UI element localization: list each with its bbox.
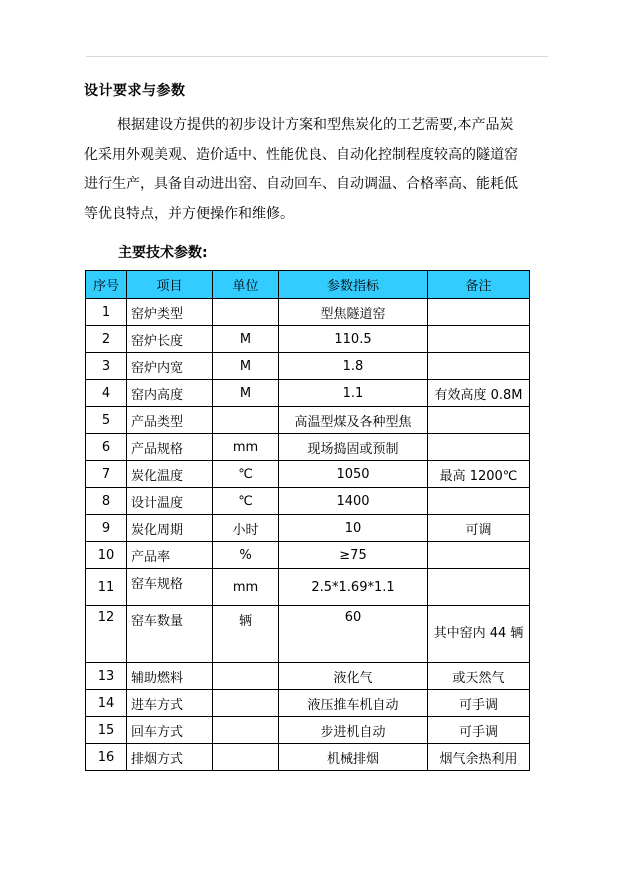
cell-unit: ℃ xyxy=(213,461,279,488)
table-row xyxy=(86,663,530,690)
table-row xyxy=(86,744,530,771)
col-header-value: 参数指标 xyxy=(279,271,428,299)
cell-no: 8 xyxy=(86,488,127,515)
paragraph-line: 等优良特点，并方便操作和维修。 xyxy=(84,205,294,222)
cell-item: 窑炉内宽 xyxy=(127,353,213,380)
cell-no: 13 xyxy=(86,663,127,690)
table-row xyxy=(86,542,530,569)
cell-note xyxy=(428,353,530,380)
cell-note: 可手调 xyxy=(428,690,530,717)
cell-item: 窑内高度 xyxy=(127,380,213,407)
cell-unit xyxy=(213,690,279,717)
cell-item: 窑车规格 xyxy=(127,569,213,606)
cell-value: 现场捣固或预制 xyxy=(279,434,428,461)
cell-no: 10 xyxy=(86,542,127,569)
cell-value: 型焦隧道窑 xyxy=(279,299,428,326)
cell-unit: mm xyxy=(213,434,279,461)
cell-value: 1400 xyxy=(279,488,428,515)
cell-unit xyxy=(213,663,279,690)
cell-item: 窑炉长度 xyxy=(127,326,213,353)
cell-unit: ℃ xyxy=(213,488,279,515)
cell-unit xyxy=(213,299,279,326)
intro-paragraph xyxy=(84,111,544,229)
cell-no: 9 xyxy=(86,515,127,542)
cell-no: 3 xyxy=(86,353,127,380)
cell-note: 可手调 xyxy=(428,717,530,744)
cell-value: 液压推车机自动 xyxy=(279,690,428,717)
spec-table xyxy=(85,270,530,771)
cell-value: 1050 xyxy=(279,461,428,488)
table-row xyxy=(86,380,530,407)
cell-note xyxy=(428,488,530,515)
table-row xyxy=(86,407,530,434)
cell-value: 110.5 xyxy=(279,326,428,353)
cell-item: 产品率 xyxy=(127,542,213,569)
cell-unit: 辆 xyxy=(213,606,279,663)
cell-note xyxy=(428,326,530,353)
cell-no: 2 xyxy=(86,326,127,353)
table-row xyxy=(86,717,530,744)
cell-no: 5 xyxy=(86,407,127,434)
col-header-item: 项目 xyxy=(127,271,213,299)
cell-note: 烟气余热利用 xyxy=(428,744,530,771)
cell-note xyxy=(428,569,530,606)
cell-item: 窑车数量 xyxy=(127,606,213,663)
table-row xyxy=(86,569,530,606)
cell-item: 炭化周期 xyxy=(127,515,213,542)
cell-item: 窑炉类型 xyxy=(127,299,213,326)
section-heading: 设计要求与参数 xyxy=(84,83,186,99)
cell-value: ≥75 xyxy=(279,542,428,569)
cell-no: 7 xyxy=(86,461,127,488)
cell-item: 产品类型 xyxy=(127,407,213,434)
cell-no: 16 xyxy=(86,744,127,771)
cell-unit: M xyxy=(213,380,279,407)
cell-note xyxy=(428,407,530,434)
cell-item: 设计温度 xyxy=(127,488,213,515)
table-body xyxy=(86,299,530,771)
cell-item: 回车方式 xyxy=(127,717,213,744)
table-row xyxy=(86,488,530,515)
cell-unit: M xyxy=(213,326,279,353)
cell-no: 1 xyxy=(86,299,127,326)
cell-value: 10 xyxy=(279,515,428,542)
cell-note xyxy=(428,299,530,326)
cell-item: 辅助燃料 xyxy=(127,663,213,690)
paragraph-line: 进行生产，具备自动进出窑、自动回车、自动调温、合格率高、能耗低 xyxy=(84,176,518,192)
cell-item: 进车方式 xyxy=(127,690,213,717)
cell-item: 炭化温度 xyxy=(127,461,213,488)
cell-item: 排烟方式 xyxy=(127,744,213,771)
cell-value: 机械排烟 xyxy=(279,744,428,771)
table-row xyxy=(86,326,530,353)
paragraph-line: 化采用外观美观、造价适中、性能优良、自动化控制程度较高的隧道窑 xyxy=(84,146,518,163)
cell-no: 14 xyxy=(86,690,127,717)
cell-note: 其中窑内 44 辆 xyxy=(428,606,530,663)
cell-note: 最高 1200℃ xyxy=(428,461,530,488)
cell-no: 12 xyxy=(86,606,127,663)
paragraph-line: 根据建设方提供的初步设计方案和型焦炭化的工艺需要,本产品炭 xyxy=(117,117,514,133)
cell-no: 11 xyxy=(86,569,127,606)
table-row xyxy=(86,434,530,461)
table-row xyxy=(86,606,530,663)
cell-unit: M xyxy=(213,353,279,380)
cell-note: 有效高度 0.8M xyxy=(428,380,530,407)
cell-unit: 小时 xyxy=(213,515,279,542)
cell-value: 60 xyxy=(279,606,428,663)
cell-no: 4 xyxy=(86,380,127,407)
table-row xyxy=(86,515,530,542)
cell-note xyxy=(428,542,530,569)
col-header-no: 序号 xyxy=(86,271,127,299)
spec-subheading: 主要技术参数: xyxy=(118,245,208,261)
cell-unit xyxy=(213,407,279,434)
cell-note: 可调 xyxy=(428,515,530,542)
col-header-unit: 单位 xyxy=(213,271,279,299)
table-row xyxy=(86,690,530,717)
cell-item: 产品规格 xyxy=(127,434,213,461)
cell-unit xyxy=(213,744,279,771)
table-row xyxy=(86,299,530,326)
table-header-row xyxy=(86,271,530,299)
cell-unit xyxy=(213,717,279,744)
table-row xyxy=(86,353,530,380)
table-row xyxy=(86,461,530,488)
cell-value: 2.5*1.69*1.1 xyxy=(279,569,428,606)
cell-value: 1.1 xyxy=(279,380,428,407)
cell-value: 步进机自动 xyxy=(279,717,428,744)
cell-note: 或天然气 xyxy=(428,663,530,690)
cell-value: 高温型煤及各种型焦 xyxy=(279,407,428,434)
cell-no: 6 xyxy=(86,434,127,461)
col-header-note: 备注 xyxy=(428,271,530,299)
cell-value: 液化气 xyxy=(279,663,428,690)
cell-unit: mm xyxy=(213,569,279,606)
cell-no: 15 xyxy=(86,717,127,744)
header-rule xyxy=(86,56,548,57)
cell-value: 1.8 xyxy=(279,353,428,380)
cell-note xyxy=(428,434,530,461)
cell-unit: % xyxy=(213,542,279,569)
